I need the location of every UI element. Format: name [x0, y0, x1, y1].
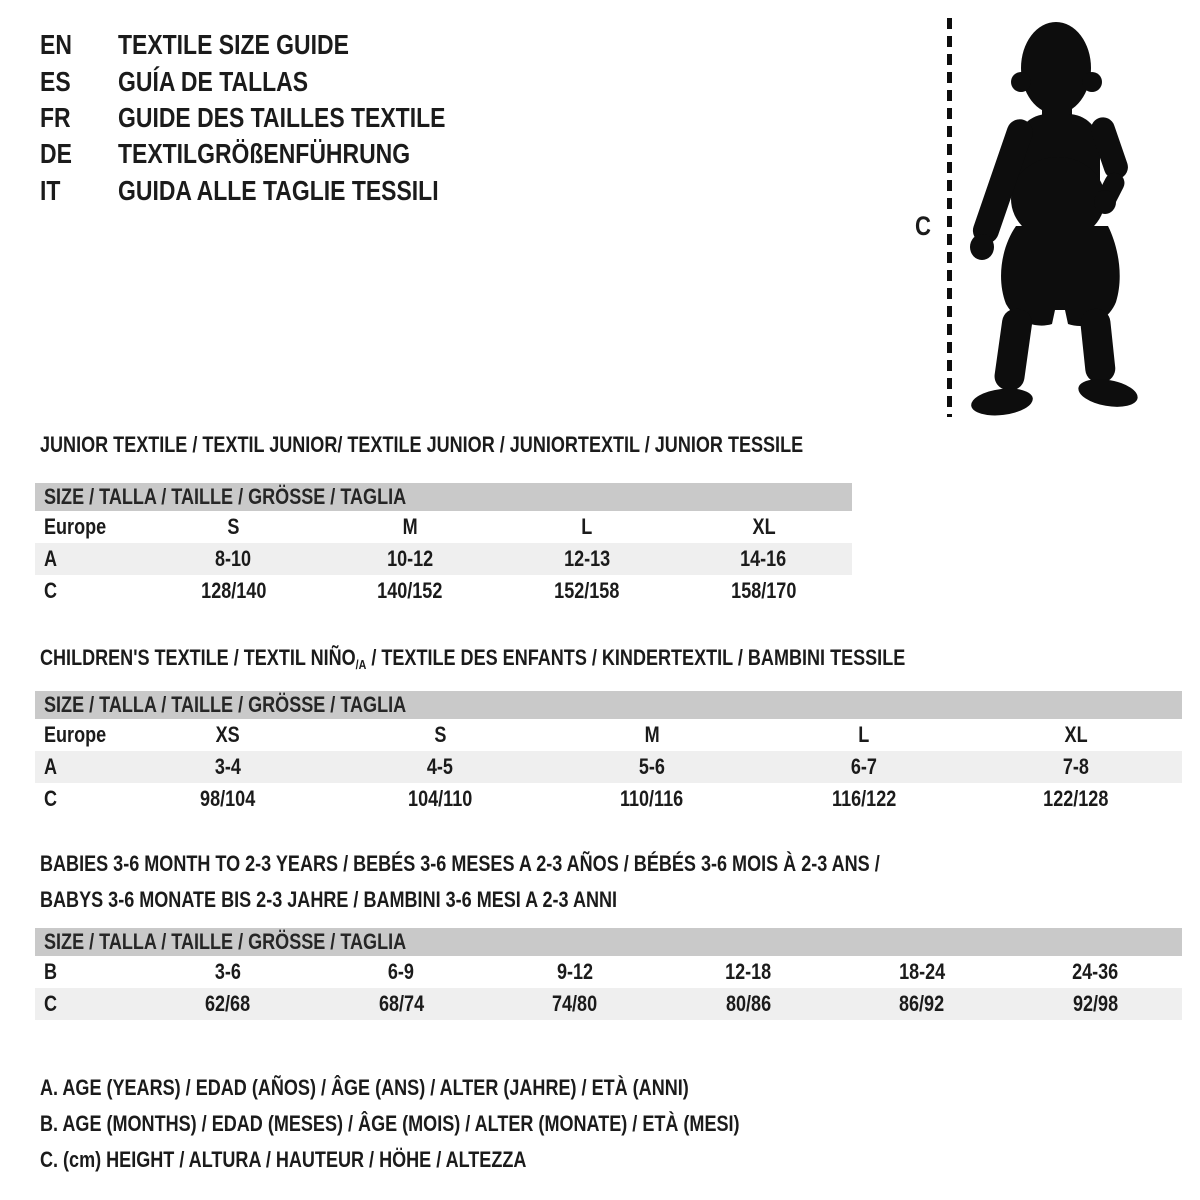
- legend-line-b: [40, 1106, 893, 1142]
- row-label: C: [44, 991, 58, 1016]
- size-cell: S: [433, 722, 447, 747]
- size-cell: 12-18: [725, 959, 772, 984]
- size-cell: 86/92: [899, 991, 945, 1016]
- size-header-bar: [35, 691, 1182, 719]
- language-code: FR: [40, 101, 71, 133]
- size-cell: 62/68: [205, 991, 251, 1016]
- size-cell: 5-6: [638, 754, 666, 779]
- language-code: ES: [40, 65, 71, 97]
- size-cell: 3-6: [214, 959, 241, 984]
- size-cell: 116/122: [831, 786, 897, 811]
- size-header-label: SIZE / TALLA / TAILLE / GRÖSSE / TAGLIA: [44, 929, 407, 954]
- measurement-legend: [40, 1070, 893, 1178]
- children-title-subscript: /A: [355, 657, 367, 672]
- size-cell: 122/128: [1043, 786, 1109, 811]
- legend-text-c: C. (cm) HEIGHT / ALTURA / HAUTEUR / HÖHE / ALTEZZA: [40, 1147, 527, 1172]
- children-section-title: [40, 645, 1095, 672]
- row-label: A: [44, 754, 58, 779]
- language-row-it: [40, 173, 517, 209]
- babies-title-text-1: BABIES 3-6 MONTH TO 2-3 YEARS / BEBÉS 3-6 MESES A 2-3 AÑOS / BÉBÉS 3-6 MOIS À 2-3 ANS /: [40, 851, 880, 876]
- guide-title-es: GUÍA DE TALLAS: [118, 65, 309, 97]
- junior-size-table: [35, 483, 852, 607]
- language-code: DE: [40, 138, 72, 170]
- babies-size-table: [35, 928, 1182, 1020]
- table-row-c: [35, 988, 1182, 1020]
- size-cell: M: [644, 722, 660, 747]
- legend-text-a: A. AGE (YEARS) / EDAD (AÑOS) / ÂGE (ANS) / ALTER (JAHRE) / ETÀ (ANNI): [40, 1075, 689, 1100]
- size-cell: S: [227, 514, 240, 539]
- size-header-label: SIZE / TALLA / TAILLE / GRÖSSE / TAGLIA: [44, 692, 407, 717]
- language-row-es: [40, 63, 517, 99]
- babies-section-title-line1: [40, 851, 1064, 877]
- size-cell: 18-24: [898, 959, 945, 984]
- size-cell: 7-8: [1062, 754, 1090, 779]
- size-cell: 158/170: [731, 578, 797, 603]
- row-label: C: [44, 786, 58, 811]
- size-cell: 10-12: [387, 546, 434, 571]
- junior-section-title-text: JUNIOR TEXTILE / TEXTIL JUNIOR/ TEXTILE JUNIOR / JUNIORTEXTIL / JUNIOR TESSILE: [40, 432, 804, 457]
- height-label-text: C: [915, 211, 931, 241]
- language-row-de: [40, 136, 517, 172]
- legend-text-b: B. AGE (MONTHS) / EDAD (MESES) / ÂGE (MOIS) / ALTER (MONATE) / ETÀ (MESI): [40, 1111, 740, 1136]
- size-cell: 140/152: [377, 578, 443, 603]
- size-cell: 14-16: [740, 546, 787, 571]
- children-title-main: CHILDREN'S TEXTILE / TEXTIL NIÑO: [40, 645, 356, 670]
- babies-section-title-line2: [40, 887, 744, 913]
- children-title-rest: / TEXTILE DES ENFANTS / KINDERTEXTIL / BAMBINI TESSILE: [366, 645, 906, 670]
- size-cell: 104/110: [407, 786, 473, 811]
- language-title-list: [40, 27, 517, 209]
- size-cell: 9-12: [556, 959, 593, 984]
- legend-line-c: [40, 1142, 893, 1178]
- size-cell: 110/116: [620, 786, 684, 811]
- row-label: Europe: [44, 514, 107, 539]
- table-row-a: [35, 751, 1182, 783]
- legend-line-a: [40, 1070, 893, 1106]
- size-cell: 8-10: [215, 546, 252, 571]
- table-row-c: [35, 783, 1182, 815]
- dashed-vertical-measure-line-icon: [947, 18, 952, 417]
- row-label: Europe: [44, 722, 107, 747]
- size-header-bar: [35, 928, 1182, 956]
- guide-title-de: TEXTILGRÖßENFÜHRUNG: [118, 138, 411, 170]
- height-label-c: [915, 211, 935, 242]
- size-cell: M: [402, 514, 418, 539]
- size-cell: 74/80: [552, 991, 598, 1016]
- language-code: EN: [40, 29, 72, 61]
- junior-section-title: [40, 432, 971, 458]
- language-row-fr: [40, 100, 517, 136]
- row-label: B: [44, 959, 58, 984]
- language-code: IT: [40, 174, 61, 206]
- row-label: C: [44, 578, 58, 603]
- babies-title-text-2: BABYS 3-6 MONATE BIS 2-3 JAHRE / BAMBINI 3-6 MESI A 2-3 ANNI: [40, 887, 618, 912]
- size-cell: XS: [215, 722, 241, 747]
- guide-title-fr: GUIDE DES TAILLES TEXTILE: [118, 101, 446, 133]
- size-cell: L: [581, 514, 593, 539]
- guide-title-en: TEXTILE SIZE GUIDE: [118, 29, 349, 61]
- size-cell: 12-13: [563, 546, 610, 571]
- table-row-c: [35, 575, 852, 607]
- size-cell: L: [858, 722, 870, 747]
- size-cell: 98/104: [200, 786, 256, 811]
- size-cell: 128/140: [200, 578, 266, 603]
- children-size-table: [35, 691, 1182, 815]
- table-row-b: [35, 956, 1182, 988]
- toddler-silhouette-icon: [962, 16, 1140, 420]
- size-cell: 4-5: [426, 754, 454, 779]
- table-row-a: [35, 543, 852, 575]
- size-cell: 80/86: [725, 991, 771, 1016]
- size-cell: XL: [1064, 722, 1088, 747]
- row-label: A: [44, 546, 58, 571]
- size-cell: XL: [752, 514, 776, 539]
- guide-title-it: GUIDA ALLE TAGLIE TESSILI: [118, 174, 439, 206]
- size-cell: 152/158: [554, 578, 620, 603]
- table-row-europe: [35, 511, 852, 543]
- size-header-bar: [35, 483, 852, 511]
- size-cell: 6-7: [850, 754, 878, 779]
- size-cell: 3-4: [214, 754, 242, 779]
- size-cell: 24-36: [1072, 959, 1119, 984]
- size-cell: 6-9: [388, 959, 415, 984]
- table-row-europe: [35, 719, 1182, 751]
- size-header-label: SIZE / TALLA / TAILLE / GRÖSSE / TAGLIA: [44, 484, 407, 509]
- language-row-en: [40, 27, 517, 63]
- size-cell: 92/98: [1072, 991, 1118, 1016]
- size-cell: 68/74: [378, 991, 424, 1016]
